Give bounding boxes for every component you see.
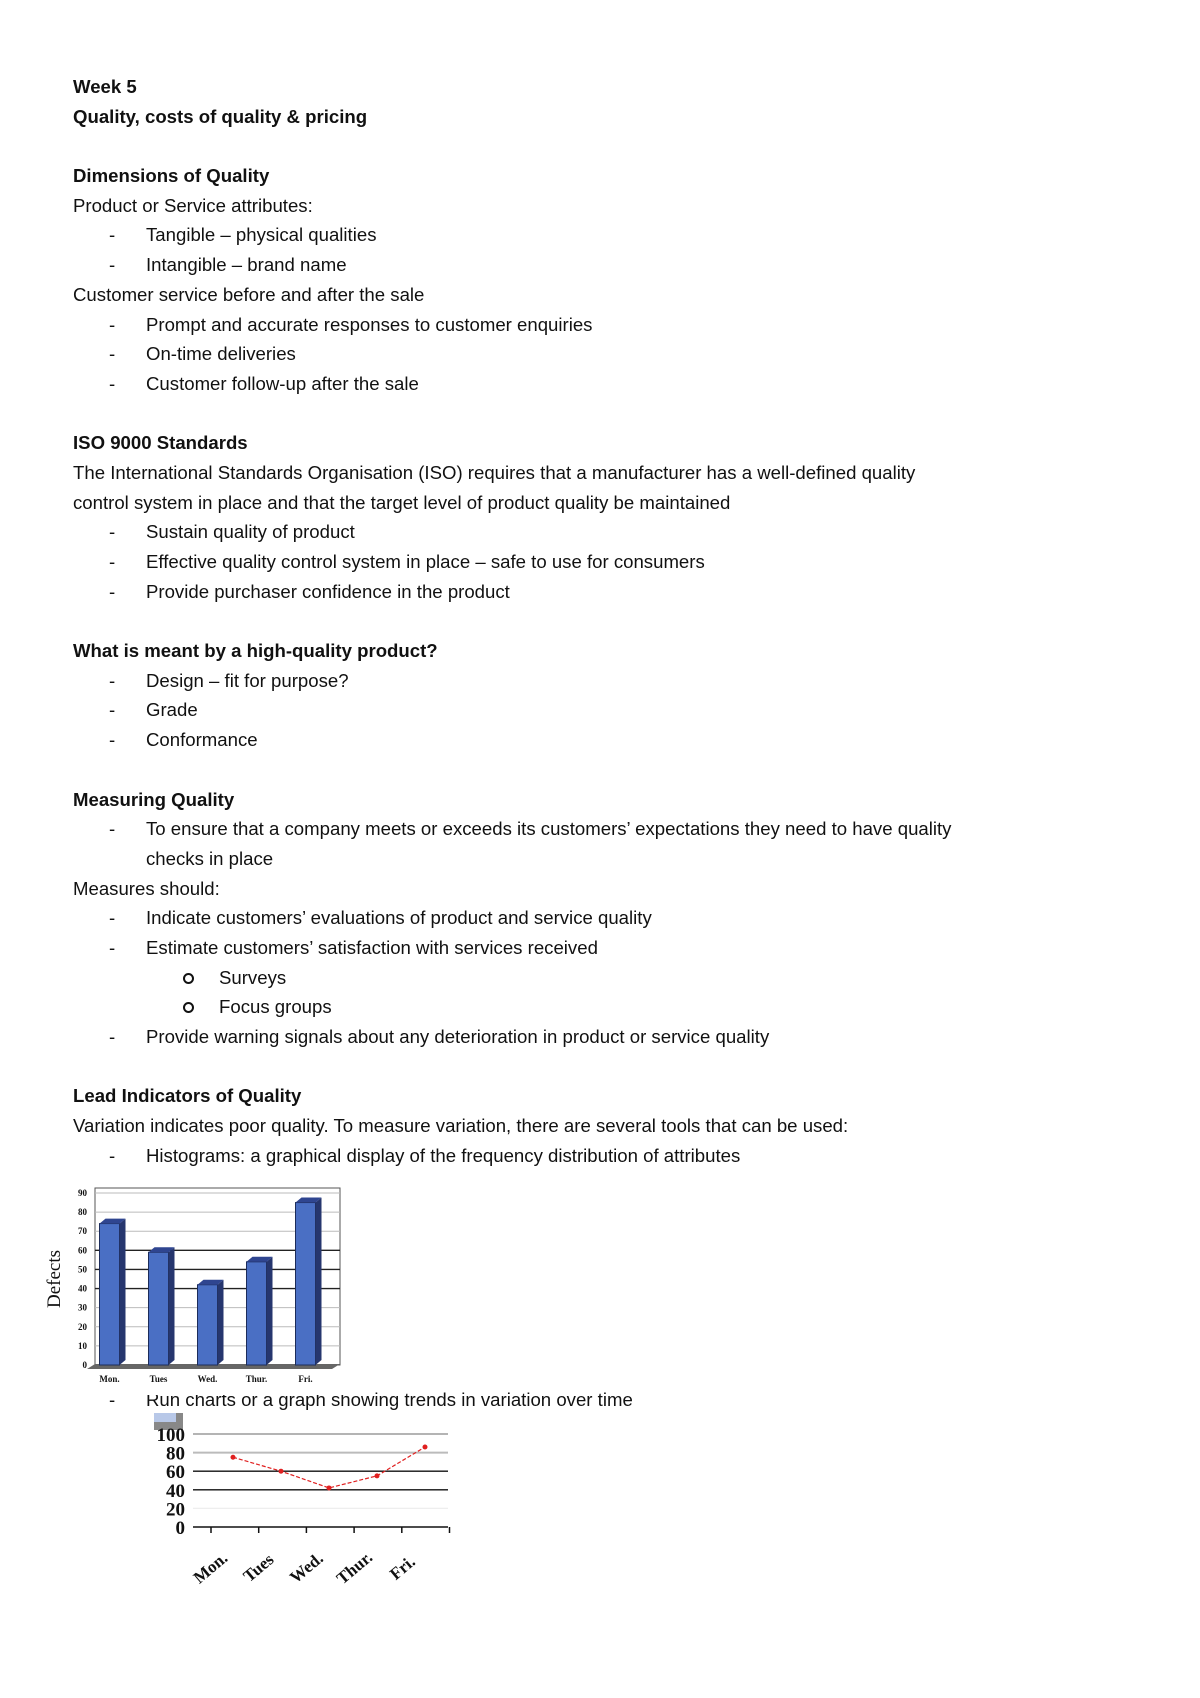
y-tick-label: 90 [78,1188,87,1198]
line-text: Week 5 [73,76,137,97]
section-heading [73,72,1133,102]
run-chart-text: Run charts or a graph showing trends in variation over time [146,1389,633,1410]
y-tick-label: 80 [166,1443,185,1465]
bullet-item [73,725,1133,755]
data-point [279,1469,284,1474]
bar-side [316,1198,322,1365]
x-tick-label: Thur. [332,1547,377,1589]
bar-side [120,1219,126,1365]
line-text: Surveys [219,966,287,988]
line-text: Intangible – brand name [146,254,347,276]
y-tick-label: 60 [78,1245,87,1256]
bullet-dash: - [109,224,116,246]
x-tick-label: Mon. [99,1374,120,1384]
line-text: control system in place and that the target level of product quality be maintained [73,491,731,513]
line-text: checks in place [146,847,274,869]
y-axis-label: Defects [44,1249,65,1309]
y-tick-label: 0 [82,1360,87,1370]
bullet-dash: - [109,936,116,958]
bar [198,1285,218,1365]
line-text: Lead Indicators of Quality [73,1085,302,1107]
circle-bullet-icon [183,973,194,984]
paragraph-line [73,874,1133,904]
bullet-dash: - [109,521,116,543]
line-text: Variation indicates poor quality. To measure variation, there are several tools that can be used: [73,1115,849,1137]
bar [296,1203,316,1365]
data-point [423,1445,428,1450]
line-text: Customer follow-up after the sale [146,372,419,394]
section-heading [73,161,1133,191]
paragraph-line [73,488,1133,518]
bar-side [267,1257,273,1365]
line-text: Conformance [146,729,258,751]
bullet-item [73,339,1133,369]
line-text: Provide warning signals about any deterioration in product or service quality [146,1026,770,1047]
y-tick-label: 40 [166,1480,185,1502]
blank-line [73,1052,1133,1082]
bullet-dash: - [109,699,116,721]
line-text: On-time deliveries [146,343,296,365]
blank-line [73,755,1133,785]
y-tick-label: 10 [78,1340,87,1351]
x-tick-label: Fri. [386,1551,419,1584]
x-tick-label: Wed. [197,1374,218,1384]
bullet-item [73,369,1133,399]
bullet-item [73,220,1133,250]
bullet-item [73,666,1133,696]
x-tick-label: Mon. [189,1548,232,1588]
bar-side [169,1247,175,1365]
y-tick-label: 40 [78,1283,87,1294]
legend-swatch [154,1413,176,1422]
bullet-item [73,695,1133,725]
section-heading [73,428,1133,458]
line-text: Provide purchaser confidence in the product [146,580,510,602]
x-tick-label: Wed. [286,1548,327,1588]
section-heading [73,1081,1133,1111]
line-text: Measures should: [73,877,220,899]
paragraph-line [73,1111,1133,1141]
bullet-item [73,1022,1133,1052]
line-text: To ensure that a company meets or exceeds its customers’ expectations they need to have quality [146,818,952,840]
blank-line [73,399,1133,429]
x-tick-label: Fri. [298,1374,313,1384]
paragraph-line [73,280,1133,310]
line-text: Design – fit for purpose? [146,669,349,691]
line-text: Measuring Quality [73,788,235,810]
line-text: Indicate customers’ evaluations of product and service quality [146,907,652,929]
line-text: Product or Service attributes: [73,194,313,216]
line-text: Effective quality control system in place – safe to use for consumers [146,551,705,572]
bullet-item [73,547,1133,577]
x-tick-label: Tues [149,1374,168,1384]
y-tick-label: 50 [78,1264,87,1275]
paragraph-line [73,458,1133,488]
bullet-dash: - [109,254,116,276]
line-text: Tangible – physical qualities [146,224,377,246]
line-text: Focus groups [219,996,332,1018]
line-text: Sustain quality of product [146,521,355,543]
bullet-dash: - [109,1389,116,1410]
x-tick-label: Thur. [245,1374,268,1384]
bullet-dash: - [109,1026,116,1047]
bullet-dash: - [109,1144,116,1166]
bullet-dash: - [109,580,116,602]
blank-line [73,606,1133,636]
line-text: Dimensions of Quality [73,165,270,187]
bullet-dash: - [109,907,116,929]
sub-bullet-item [73,963,1133,993]
bullet-dash: - [109,551,116,572]
line-text: Prompt and accurate responses to customer enquiries [146,313,593,335]
bar [149,1252,169,1365]
bullet-dash: - [109,818,116,840]
line-text: The International Standards Organisation (ISO) requires that a manufacturer has a well-defined quality [73,461,916,483]
bullet-dash: - [109,669,116,691]
bullet-item [73,933,1133,963]
document-body [73,72,1133,1170]
bullet-item [73,1141,1133,1171]
bullet-item [73,310,1133,340]
paragraph-line [73,844,1133,874]
blank-line [73,131,1133,161]
bullet-item [73,577,1133,607]
paragraph-line [73,191,1133,221]
bullet-item [73,814,1133,844]
line-text: Grade [146,699,198,721]
bullet-item [73,250,1133,280]
y-tick-label: 70 [78,1226,87,1237]
y-tick-label: 20 [78,1321,87,1332]
line-text: Customer service before and after the sale [73,283,425,305]
sub-bullet-item [73,992,1133,1022]
data-point [375,1473,380,1478]
bullet-dash: - [109,729,116,751]
bar [247,1262,267,1365]
section-heading [73,102,1133,132]
bar [100,1224,120,1365]
y-tick-label: 80 [78,1207,87,1218]
bullet-dash: - [109,343,116,365]
y-tick-label: 0 [175,1518,185,1539]
section-heading [73,785,1133,815]
bar-side [218,1280,224,1365]
x-tick-label: Tues [239,1549,278,1586]
data-point [327,1485,332,1490]
bullet-item [73,517,1133,547]
line-text: Estimate customers’ satisfaction with services received [146,936,598,958]
line-text: What is meant by a high-quality product? [73,640,438,662]
run-chart [150,1410,460,1610]
bullet-item [73,903,1133,933]
line-text: Histograms: a graphical display of the frequency distribution of attributes [146,1144,741,1166]
histogram-chart [40,1183,350,1395]
data-point [231,1455,236,1460]
line-text: Quality, costs of quality & pricing [73,105,368,127]
y-tick-label: 20 [166,1499,185,1521]
bullet-dash: - [109,313,116,335]
y-tick-label: 30 [78,1302,87,1313]
bullet-dash: - [109,372,116,394]
section-heading [73,636,1133,666]
y-tick-label: 60 [166,1462,185,1484]
circle-bullet-icon [183,1002,194,1013]
y-tick-label: 100 [156,1425,185,1446]
line-text: ISO 9000 Standards [73,432,248,454]
